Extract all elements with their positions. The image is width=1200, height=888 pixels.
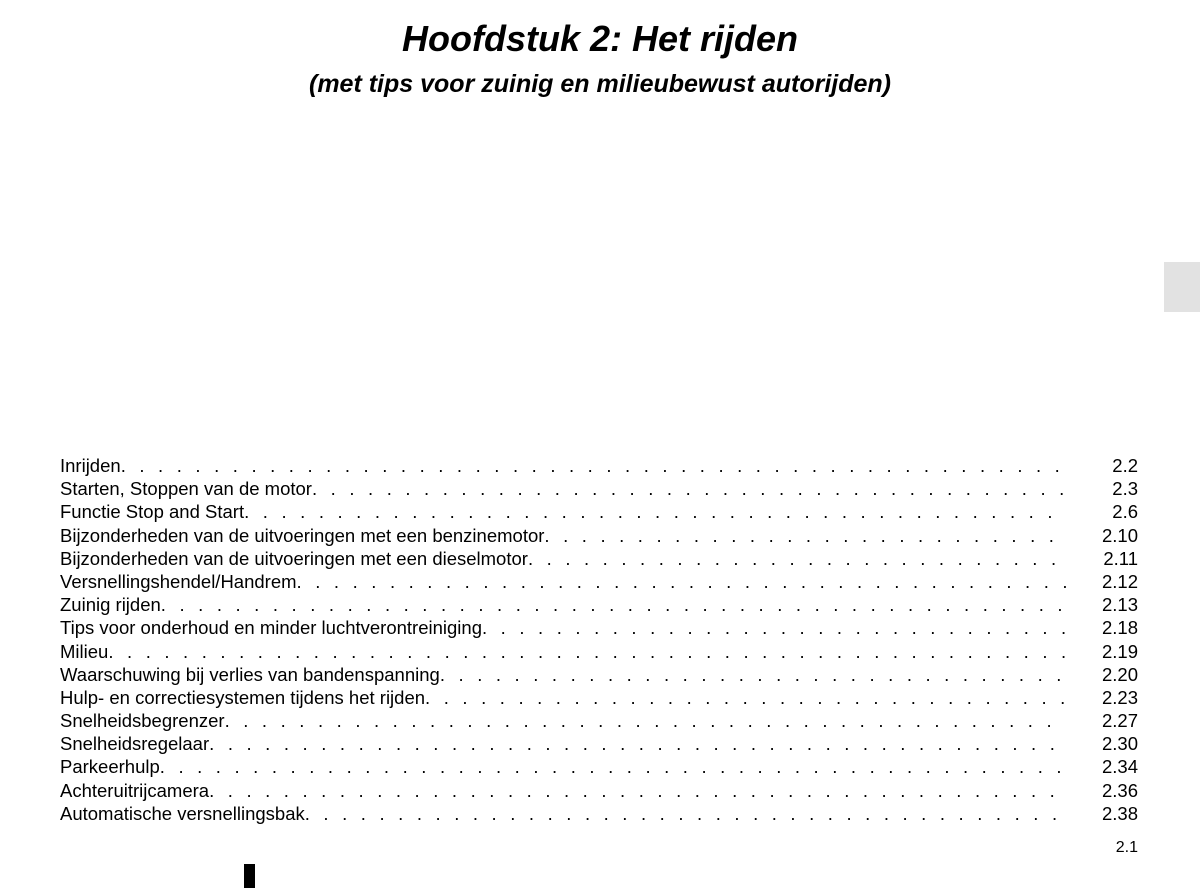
toc-entry-inrijden[interactable] [60, 454, 1138, 477]
toc-entry-label: Achteruitrijcamera [60, 779, 210, 801]
toc-entry-page: 2.2 [1112, 455, 1138, 476]
toc-entry-zuinig-rijden[interactable] [60, 593, 1138, 616]
toc-entry-label: Snelheidsregelaar [60, 733, 210, 755]
toc-entry-label: Bijzonderheden van de uitvoeringen met een dieselmotor [60, 547, 528, 569]
toc-entry-page: 2.12 [1101, 570, 1138, 592]
toc-entry-label: Functie Stop and Start [60, 501, 245, 523]
toc-entry-page: 2.13 [1101, 594, 1138, 616]
toc-entry-label: Milieu [60, 640, 109, 662]
toc-entry-milieu[interactable] [60, 640, 1138, 663]
toc-entry-bandenspanning[interactable] [60, 663, 1138, 686]
toc-entry-label: Automatische versnellingsbak [60, 802, 305, 824]
toc-entry-parkeerhulp[interactable] [60, 755, 1138, 778]
toc-entry-label: Starten, Stoppen van de motor [60, 478, 312, 500]
toc-entry-tips-onderhoud[interactable] [60, 616, 1138, 639]
toc-entry-page: 2.20 [1101, 663, 1138, 685]
toc-entry-hulpsystemen[interactable] [60, 686, 1138, 709]
toc-entry-label: Tips voor onderhoud en minder luchtverontreiniging [60, 617, 482, 639]
toc-entry-versnellingshendel[interactable] [60, 570, 1138, 593]
toc-leader-dots [108, 640, 1066, 663]
toc-entry-page: 2.36 [1101, 779, 1138, 801]
toc-entry-achteruitrijcamera[interactable] [60, 779, 1138, 802]
chapter-subtitle: (met tips voor zuinig en milieubewust autorijden) [309, 70, 891, 98]
toc-entry-page: 2.30 [1101, 733, 1138, 755]
crop-mark [244, 864, 255, 888]
toc-leader-dots [121, 454, 1066, 477]
toc-entry-label: Zuinig rijden [60, 594, 161, 616]
toc-leader-dots [160, 755, 1066, 778]
toc-entry-snelheidsbegrenzer[interactable] [60, 709, 1138, 732]
toc-entry-page: 2.18 [1101, 617, 1138, 639]
toc-entry-page: 2.34 [1101, 756, 1138, 778]
toc-leader-dots [440, 663, 1066, 686]
chapter-title: Hoofdstuk 2: Het rijden [401, 18, 799, 59]
toc-entry-page: 2.38 [1101, 802, 1138, 824]
toc-entry-label: Snelheidsbegrenzer [60, 710, 225, 732]
page-number: 2.1 [1115, 839, 1138, 856]
toc-entry-page: 2.10 [1101, 524, 1138, 546]
toc-entry-automatische-versnellingsbak[interactable] [60, 802, 1138, 825]
toc-leader-dots [544, 524, 1066, 547]
toc-entry-stop-and-start[interactable] [60, 500, 1138, 523]
toc-entry-benzinemotor[interactable] [60, 524, 1138, 547]
toc-entry-label: Hulp- en correctiesystemen tijdens het rijden [60, 686, 426, 708]
toc-leader-dots [312, 477, 1066, 500]
toc-entry-starten-stoppen[interactable] [60, 477, 1138, 500]
toc-leader-dots [425, 686, 1066, 709]
toc-leader-dots [305, 802, 1066, 825]
toc-entry-page: 2.3 [1112, 478, 1138, 500]
toc-leader-dots [225, 709, 1066, 732]
toc-leader-dots [297, 570, 1066, 593]
toc-entry-page: 2.6 [1112, 501, 1138, 523]
toc-entry-label: Inrijden [60, 455, 121, 476]
toc-entry-label: Bijzonderheden van de uitvoeringen met een benzinemotor [60, 524, 545, 546]
toc-entry-label: Versnellingshendel/Handrem [60, 570, 297, 592]
toc-entry-label: Waarschuwing bij verlies van bandenspanning [60, 663, 440, 685]
toc-leader-dots [244, 500, 1066, 523]
toc-entry-page: 2.11 [1103, 547, 1138, 569]
toc-leader-dots [209, 732, 1066, 755]
toc-entry-snelheidsregelaar[interactable] [60, 732, 1138, 755]
toc-leader-dots [161, 593, 1066, 616]
toc-leader-dots [528, 547, 1066, 570]
toc-entry-dieselmotor[interactable] [60, 547, 1138, 570]
toc-entry-page: 2.23 [1101, 686, 1138, 708]
toc-leader-dots [209, 779, 1066, 802]
toc-leader-dots [482, 616, 1066, 639]
toc-entry-page: 2.19 [1101, 640, 1138, 662]
toc-entry-label: Parkeerhulp [60, 756, 160, 778]
chapter-thumb-tab [1164, 262, 1200, 312]
toc-entry-page: 2.27 [1101, 710, 1138, 732]
table-of-contents [60, 454, 1138, 825]
